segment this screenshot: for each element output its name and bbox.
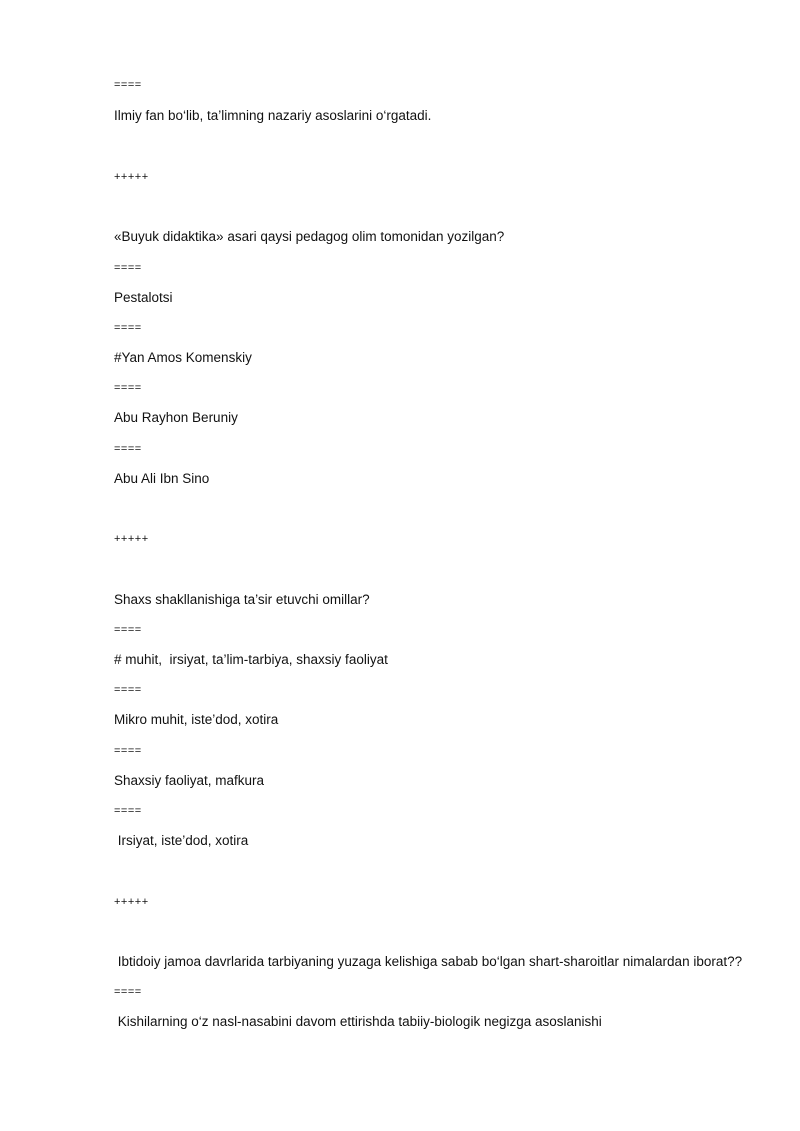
separator-line: +++++ xyxy=(114,533,149,545)
answer-option-correct: #Yan Amos Komenskiy xyxy=(114,350,252,365)
answer-option: Kishilarning o‘z nasl-nasabini davom ettirishda tabiiy-biologik negizga asoslanishi xyxy=(114,1014,602,1029)
separator-line: +++++ xyxy=(114,896,149,908)
answer-text: Ilmiy fan bo‘lib, ta’limning nazariy asoslarini o‘rgatadi. xyxy=(114,108,432,123)
answer-option: Mikro muhit, iste’dod, xotira xyxy=(114,712,279,727)
question-text: Ibtidoiy jamoa davrlarida tarbiyaning yuzaga kelishiga sabab bo‘lgan shart-sharoitlar nimalardan iborat?? xyxy=(114,954,743,969)
separator-line: +++++ xyxy=(114,171,149,183)
answer-option: Shaxsiy faoliyat, mafkura xyxy=(114,773,265,788)
separator-line: ==== xyxy=(114,624,142,636)
question-text: «Buyuk didaktika» asari qaysi pedagog olim tomonidan yozilgan? xyxy=(114,229,505,244)
answer-option-correct: # muhit, irsiyat, ta’lim-tarbiya, shaxsiy faoliyat xyxy=(114,652,388,667)
answer-option: Pestalotsi xyxy=(114,290,173,305)
separator-line: ==== xyxy=(114,382,142,394)
separator-line: ==== xyxy=(114,443,142,455)
separator-line: ==== xyxy=(114,805,142,817)
separator-line: ==== xyxy=(114,79,142,91)
separator-line: ==== xyxy=(114,322,142,334)
separator-line: ==== xyxy=(114,262,142,274)
answer-option: Abu Rayhon Beruniy xyxy=(114,410,238,425)
separator-line: ==== xyxy=(114,986,142,998)
question-text: Shaxs shakllanishiga ta’sir etuvchi omillar? xyxy=(114,592,370,607)
answer-option: Irsiyat, iste’dod, xotira xyxy=(114,833,249,848)
answer-option: Abu Ali Ibn Sino xyxy=(114,471,210,486)
separator-line: ==== xyxy=(114,684,142,696)
separator-line: ==== xyxy=(114,745,142,757)
